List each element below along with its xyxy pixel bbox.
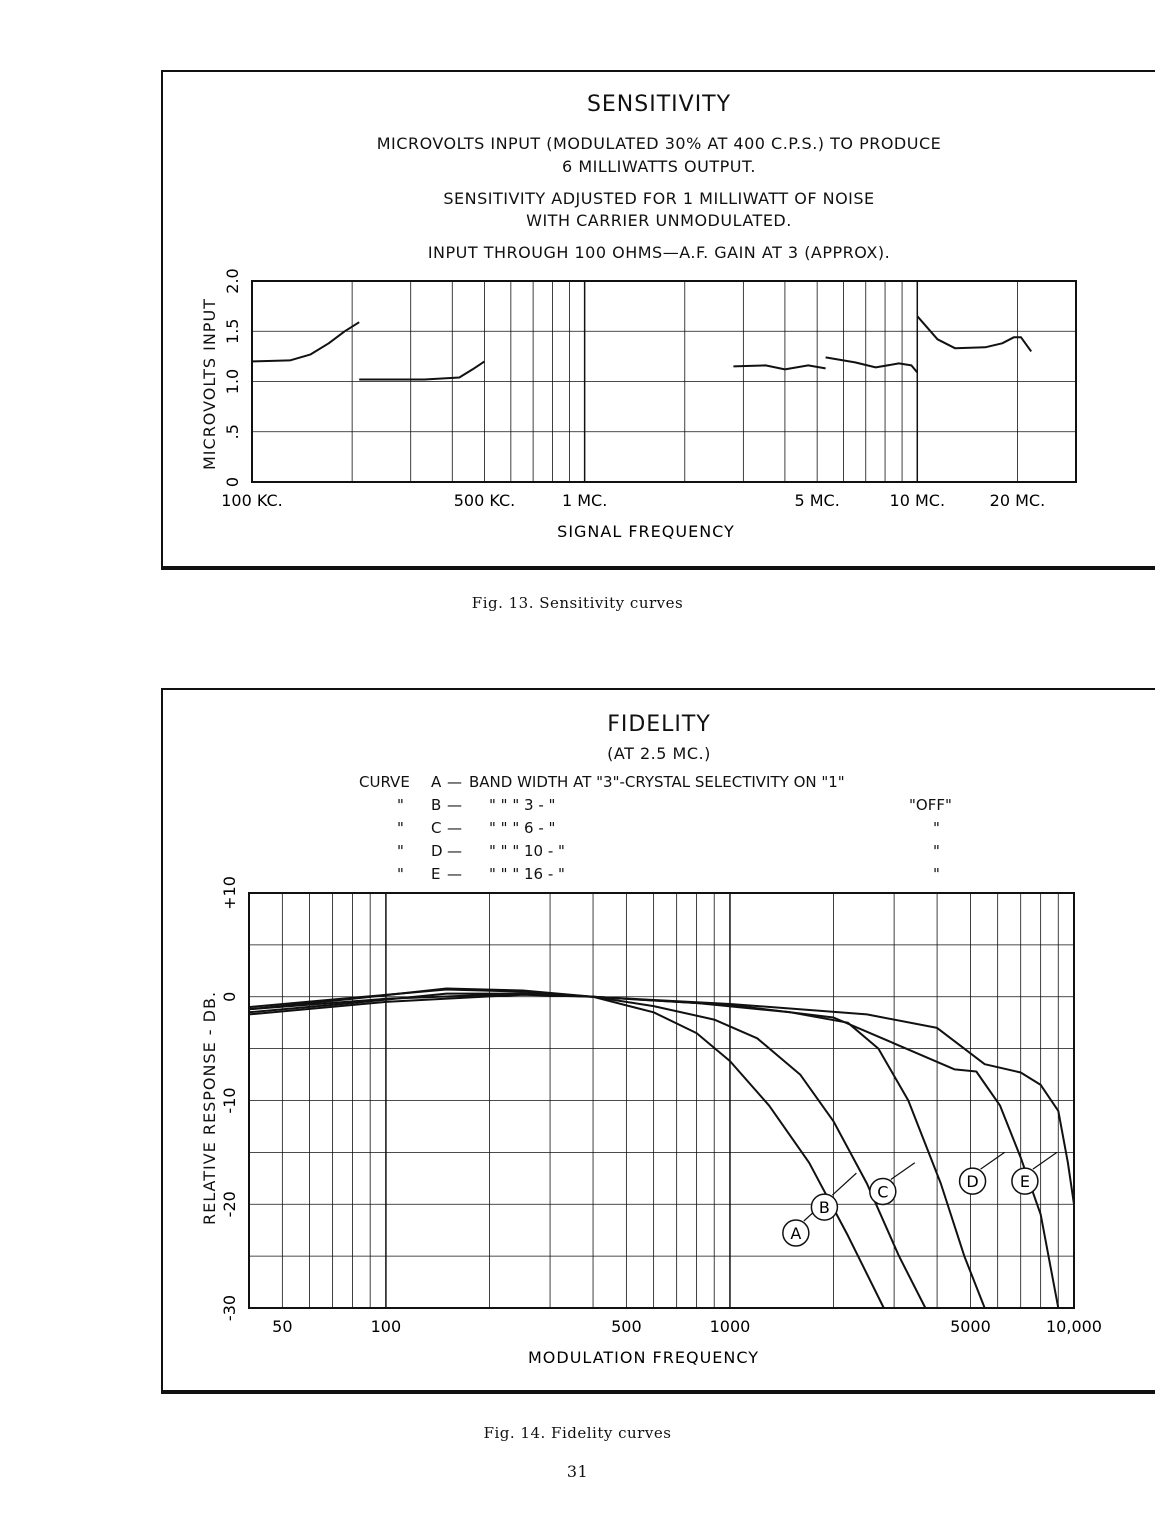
fidelity-y-axis-label: RELATIVE RESPONSE - DB. — [200, 990, 219, 1225]
legend-row-curve: A — [431, 773, 442, 791]
series-line-b — [249, 990, 925, 1309]
legend-row-curve: D — [431, 842, 443, 860]
curve-label: A — [790, 1224, 802, 1243]
legend-row-desc: " " " 6 - " — [489, 819, 556, 837]
curve-label: E — [1019, 1172, 1030, 1192]
legend-row-dash: — — [447, 796, 462, 814]
fidelity-subtitle: (AT 2.5 MC.) — [607, 744, 711, 763]
x-tick-label: 100 — [370, 1317, 402, 1336]
curve-label-arrow — [981, 1152, 1005, 1169]
page-number: 31 — [566, 1462, 589, 1481]
curve-label: B — [818, 1198, 830, 1218]
y-tick-label: +10 — [220, 876, 239, 910]
x-tick-label: 1000 — [709, 1317, 751, 1336]
y-tick-label: 2.0 — [223, 268, 242, 294]
curve-label-arrow — [1033, 1152, 1057, 1169]
y-tick-label: -10 — [220, 1087, 239, 1114]
legend-row-desc: " " " 16 - " — [489, 865, 565, 883]
legend-row-dash: — — [447, 865, 462, 883]
legend-row-setting: " — [933, 865, 940, 883]
legend-row-setting: " — [933, 842, 940, 860]
legend-row-lead: " — [397, 842, 404, 860]
sensitivity-header-line: INPUT THROUGH 100 OHMS—A.F. GAIN AT 3 (APPROX). — [427, 243, 891, 262]
legend-row-desc: " " " 3 - " — [489, 796, 556, 814]
curve-label: C — [877, 1182, 889, 1202]
x-tick-label: 100 KC. — [221, 491, 283, 510]
x-tick-label: 500 — [611, 1317, 642, 1336]
fidelity-title: FIDELITY — [607, 712, 711, 737]
x-tick-label: 20 MC. — [989, 491, 1046, 510]
y-tick-label: 0 — [223, 476, 242, 488]
y-tick-label: 1.0 — [223, 368, 242, 395]
sensitivity-header-line: SENSITIVITY ADJUSTED FOR 1 MILLIWATT OF NOISE — [443, 189, 875, 208]
legend-row-lead: " — [397, 796, 404, 814]
x-axis-label: MODULATION FREQUENCY — [527, 1348, 760, 1367]
series-line-c — [249, 994, 985, 1308]
y-tick-label: 1.5 — [223, 318, 242, 344]
x-tick-label: 500 KC. — [453, 491, 516, 510]
legend-row-lead: " — [397, 819, 404, 837]
x-tick-label: 10,000 — [1046, 1317, 1102, 1336]
series-line-e — [249, 994, 1074, 1205]
y-tick-label: -30 — [220, 1294, 239, 1322]
y-tick-label: .5 — [223, 424, 242, 440]
sensitivity-caption: Fig. 13. Sensitivity curves — [471, 594, 684, 612]
curve-label: D — [966, 1172, 979, 1192]
legend-row-curve: B — [431, 796, 442, 814]
fidelity-caption: Fig. 14. Fidelity curves — [483, 1424, 672, 1442]
legend-row-desc: " " " 10 - " — [489, 842, 565, 860]
x-tick-label: 50 — [272, 1317, 293, 1336]
sensitivity-header-line: 6 MILLIWATTS OUTPUT. — [562, 157, 756, 176]
legend-row-desc: BAND WIDTH AT "3"-CRYSTAL SELECTIVITY ON "1" — [469, 773, 845, 791]
legend-row-setting: " — [933, 819, 940, 837]
sensitivity-y-axis-label: MICROVOLTS INPUT — [200, 298, 219, 470]
legend-row-setting: "OFF" — [909, 796, 952, 814]
x-tick-label: 5000 — [950, 1317, 991, 1336]
y-tick-label: -20 — [220, 1191, 239, 1218]
sensitivity-title: SENSITIVITY — [586, 92, 732, 117]
legend-row-dash: — — [447, 819, 462, 837]
series-line-a — [249, 989, 884, 1309]
legend-row-lead: " — [397, 865, 404, 883]
legend-row-dash: — — [447, 773, 462, 791]
sensitivity-header-line: MICROVOLTS INPUT (MODULATED 30% AT 400 C.P.S.) TO PRODUCE — [376, 134, 942, 153]
legend-row-curve: E — [431, 865, 441, 883]
x-axis-label: SIGNAL FREQUENCY — [557, 522, 735, 541]
curve-label-arrow — [832, 1173, 856, 1195]
x-tick-label: 10 MC. — [889, 491, 946, 510]
x-tick-label: 5 MC. — [794, 491, 840, 510]
legend-row-dash: — — [447, 842, 462, 860]
sensitivity-header-line: WITH CARRIER UNMODULATED. — [526, 211, 792, 230]
legend-row-lead: CURVE — [359, 773, 410, 791]
y-tick-label: 0 — [220, 991, 239, 1002]
legend-row-curve: C — [431, 819, 442, 837]
x-tick-label: 1 MC. — [561, 491, 608, 510]
